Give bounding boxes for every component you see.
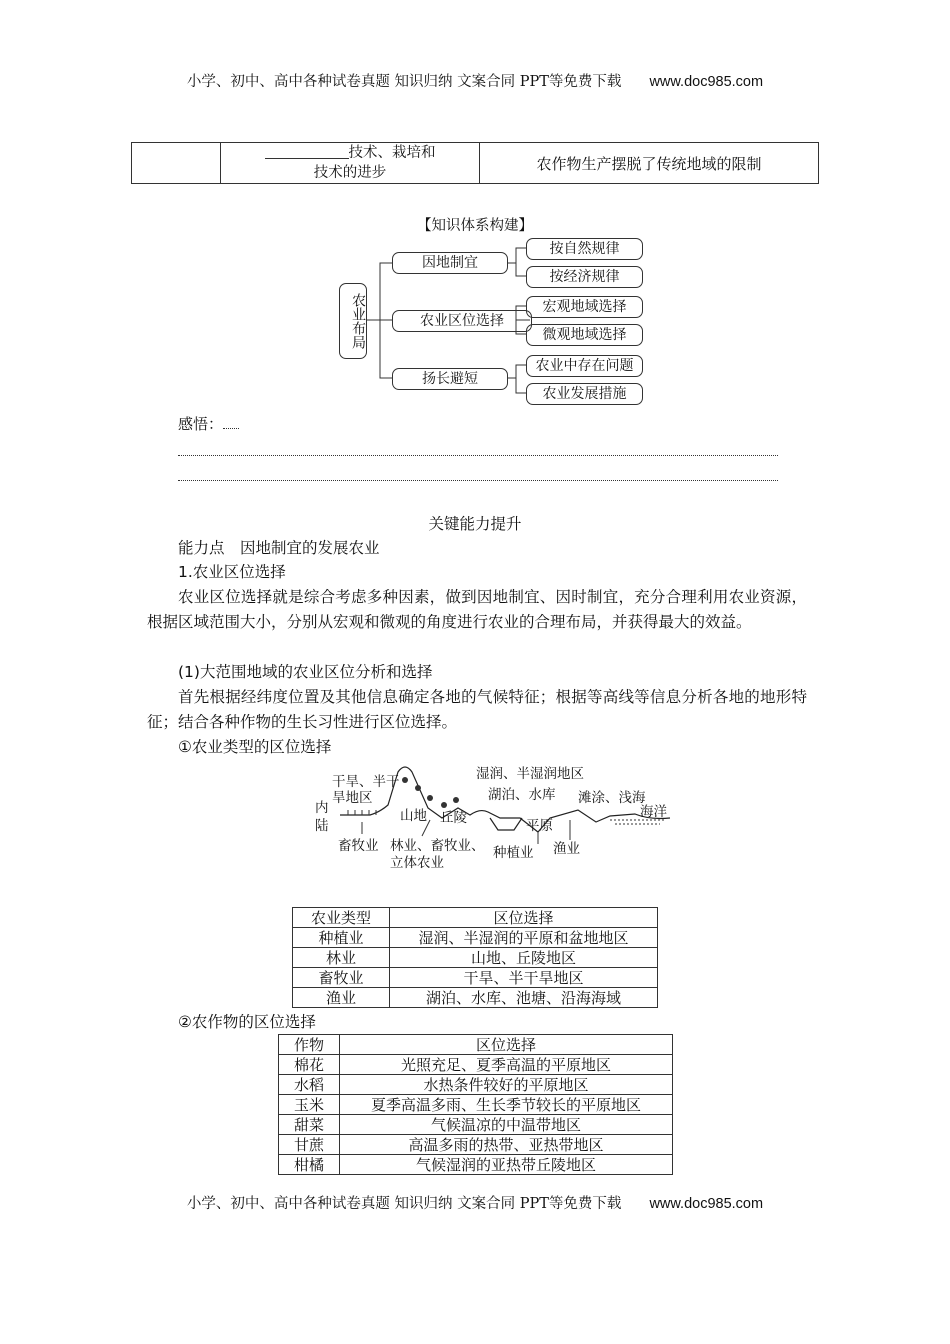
- mindmap-leaf-6: 农业发展措施: [526, 383, 643, 405]
- heading-4: ②农作物的区位选择: [178, 1013, 316, 1031]
- label-hill: 丘陵: [440, 810, 467, 826]
- label-plain: 平原: [526, 818, 553, 834]
- label-beach: 滩涂、浅海: [578, 790, 646, 806]
- reflection-label: 感悟：: [178, 413, 239, 434]
- table-cell: 畜牧业: [293, 968, 390, 988]
- page-footer: [0, 1192, 950, 1213]
- table-cell: 柑橘: [279, 1155, 340, 1175]
- label-forest: 林业、畜牧业、: [390, 838, 485, 854]
- table-row: [293, 948, 658, 968]
- table-cell: 高温多雨的热带、亚热带地区: [340, 1135, 673, 1155]
- agriculture-type-table: [292, 907, 658, 1008]
- label-inland1: 内: [315, 800, 329, 816]
- top-table-cell-empty: [132, 143, 221, 184]
- table-cell: 水稻: [279, 1075, 340, 1095]
- table-cell: 夏季高温多雨、生长季节较长的平原地区: [340, 1095, 673, 1115]
- mindmap-title: 【知识体系构建】: [417, 218, 533, 234]
- ability-point: 能力点 因地制宜的发展农业: [178, 539, 380, 557]
- table-cell: 渔业: [293, 988, 390, 1008]
- heading-2: (1)大范围地域的农业区位分析和选择: [178, 663, 433, 681]
- top-table-cell-tech: 技术、栽培和 技术的进步: [221, 143, 480, 184]
- footer-site: www.doc985.com: [649, 1196, 764, 1212]
- table-cell: 种植业: [293, 928, 390, 948]
- label-crop: 种植业: [493, 845, 534, 861]
- mindmap-branch-3: 扬长避短: [392, 368, 508, 390]
- blank-line: [265, 158, 349, 159]
- table-cell: 光照充足、夏季高温的平原地区: [340, 1055, 673, 1075]
- mindmap-branch-1: 因地制宜: [392, 252, 508, 274]
- table-cell: 山地、丘陵地区: [390, 948, 658, 968]
- header-site: www.doc985.com: [649, 74, 764, 90]
- table-cell: 棉花: [279, 1055, 340, 1075]
- table-header: 区位选择: [390, 908, 658, 928]
- reflection-line-2: [178, 480, 778, 481]
- label-lake: 湖泊、水库: [488, 787, 556, 803]
- page-header: [0, 70, 950, 91]
- table-header: 作物: [279, 1035, 340, 1055]
- table-cell: 水热条件较好的平原地区: [340, 1075, 673, 1095]
- water: [610, 820, 665, 824]
- table-row: [293, 908, 658, 928]
- table-row: [279, 1075, 673, 1095]
- table-row: [279, 1035, 673, 1055]
- label-dry: 干旱、半干: [332, 774, 400, 790]
- table-row: [279, 1095, 673, 1115]
- table-row: [279, 1155, 673, 1175]
- table-header: 农业类型: [293, 908, 390, 928]
- table-cell: 甘蔗: [279, 1135, 340, 1155]
- label-humid: 湿润、半湿润地区: [476, 766, 584, 782]
- label-herd: 畜牧业: [338, 838, 379, 854]
- table-cell: 甜菜: [279, 1115, 340, 1135]
- table-header: 区位选择: [340, 1035, 673, 1055]
- label-fish: 渔业: [553, 841, 580, 857]
- reflection-line-1: [178, 455, 778, 456]
- mindmap-leaf-3: 宏观地域选择: [526, 296, 643, 318]
- table-row: [293, 988, 658, 1008]
- label-mountain: 山地: [400, 808, 427, 824]
- table-cell: 林业: [293, 948, 390, 968]
- mindmap-leaf-1: 按自然规律: [526, 238, 643, 260]
- table-cell: 玉米: [279, 1095, 340, 1115]
- top-table-cell-result: 农作物生产摆脱了传统地域的限制: [480, 143, 819, 184]
- table-row: [279, 1115, 673, 1135]
- trees: [402, 777, 459, 808]
- label-ocean: 海洋: [640, 804, 667, 820]
- mindmap-leaf-5: 农业中存在问题: [526, 355, 643, 377]
- table-row: [293, 928, 658, 948]
- label-forest2: 立体农业: [390, 855, 444, 871]
- table-cell: 湖泊、水库、池塘、沿海海域: [390, 988, 658, 1008]
- table-row: [293, 968, 658, 988]
- mindmap-leaf-4: 微观地域选择: [526, 324, 643, 346]
- label-dry2: 旱地区: [332, 790, 373, 806]
- table-cell: 气候温凉的中温带地区: [340, 1115, 673, 1135]
- heading-1: 1.农业区位选择: [178, 563, 286, 581]
- table-cell: 气候湿润的亚热带丘陵地区: [340, 1155, 673, 1175]
- table-cell: 干旱、半干旱地区: [390, 968, 658, 988]
- lake-basin: [490, 818, 522, 830]
- table-cell: 湿润、半湿润的平原和盆地地区: [390, 928, 658, 948]
- table-row: [279, 1135, 673, 1155]
- section-title: 关键能力提升: [428, 515, 522, 533]
- crop-location-table: [278, 1034, 673, 1175]
- mindmap-branch-2: 农业区位选择: [392, 310, 532, 332]
- heading-3: ①农业类型的区位选择: [178, 738, 332, 756]
- paragraph-1: 农业区位选择就是综合考虑多种因素，做到因地制宜、因时制宜，充分合理利用农业资源，根据区域范围大小，分别从宏观和微观的角度进行农业的合理布局，并获得最大的效益。: [147, 588, 807, 631]
- paragraph-2: 首先根据经纬度位置及其他信息确定各地的气候特征；根据等高线等信息分析各地的地形特征；结合各种作物的生长习性进行区位选择。: [147, 688, 807, 731]
- header-text: 小学、初中、高中各种试卷真题 知识归纳 文案合同 PPT等免费下载: [186, 74, 622, 90]
- mindmap-leaf-2: 按经济规律: [526, 266, 643, 288]
- table-row: [279, 1055, 673, 1075]
- label-inland2: 陆: [315, 818, 329, 834]
- footer-text: 小学、初中、高中各种试卷真题 知识归纳 文案合同 PPT等免费下载: [186, 1196, 622, 1212]
- agriculture-diagram: [310, 760, 680, 875]
- mindmap-root: 农业布局: [339, 283, 367, 359]
- top-table: [131, 142, 819, 184]
